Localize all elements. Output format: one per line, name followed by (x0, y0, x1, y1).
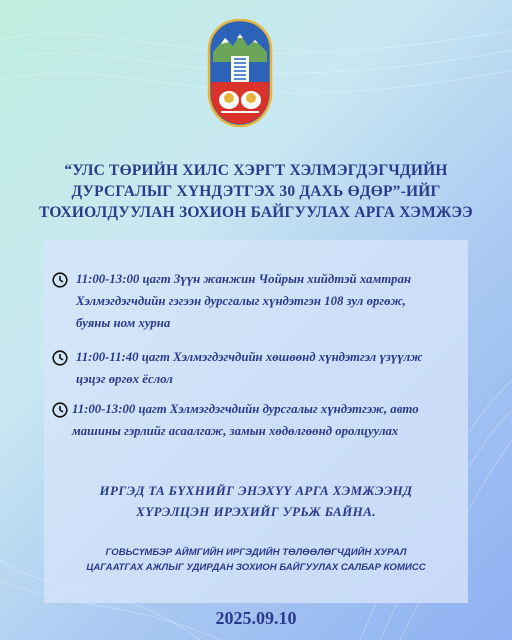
title-line-3: ТОХИОЛДУУЛАН ЗОХИОН БАЙГУУЛАХ АРГА ХЭМЖЭЭ (39, 204, 473, 221)
event-2-line-2: цэцэг өргөх ёслол (76, 372, 173, 386)
invitation-line-2: ХҮРЭЛЦЭН ИРЭХИЙГ УРЬЖ БАЙНА. (136, 504, 376, 519)
title-line-2: ДУРСГАЛЫГ ХҮНДЭТГЭХ 30 ДАХЬ ӨДӨР”-ИЙГ (71, 183, 441, 200)
event-1-line-1: 11:00-13:00 цагт Зүүн жанжин Чойрын хийдтэй хамтран (76, 272, 412, 286)
event-1-line-3: буяны ном хурна (76, 316, 171, 330)
event-3-line-2: машины гэрлийг асаалгаж, замын хөдөлгөөнд оролцуулах (72, 424, 399, 438)
clock-icon (52, 350, 68, 366)
invitation-line-1: ИРГЭД ТА БҮХНИЙГ ЭНЭХҮҮ АРГА ХЭМЖЭЭНД (99, 483, 413, 498)
organizer-text (44, 545, 468, 575)
event-3-line-1: 11:00-13:00 цагт Хэлмэгдэгчдийн дурсгалыг хүндэтгэж, авто (72, 402, 419, 416)
invitation-text (44, 480, 468, 522)
clock-icon (52, 402, 68, 418)
emblem-logo (207, 18, 273, 128)
event-panel (44, 240, 468, 603)
title-line-1: “УЛС ТӨРИЙН ХИЛС ХЭРГТ ХЭЛМЭГДЭГЧДИЙН (64, 162, 448, 179)
clock-icon (52, 272, 68, 288)
event-date: 2025.09.10 (215, 608, 297, 628)
organizer-line-2: ЦАГААТГАХ АЖЛЫГ УДИРДАН ЗОХИОН БАЙГУУЛАХ САЛБАР КОМИСС (86, 562, 426, 573)
event-2-line-1: 11:00-11:40 цагт Хэлмэгдэгчдийн хөшөөнд хүндэтгэл үзүүлж (76, 350, 423, 364)
organizer-line-1: ГОВЬСҮМБЭР АЙМГИЙН ИРГЭДИЙН ТӨЛӨӨЛӨГЧДИЙН ХУРАЛ (105, 547, 407, 558)
event-1-line-2: Хэлмэгдэгчдийн гэгээн дурсгалыг хүндэтгэн 108 зул өргөж, (76, 294, 406, 308)
event-title (24, 160, 488, 223)
